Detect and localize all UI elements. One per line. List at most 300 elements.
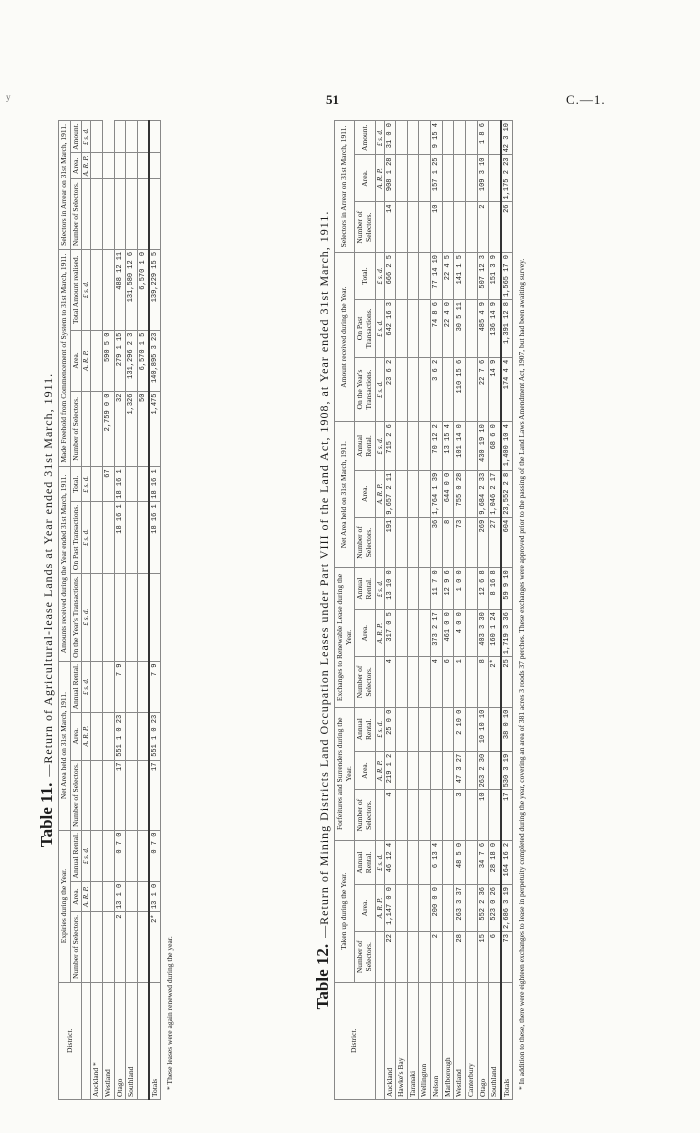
table-cell xyxy=(102,249,114,330)
table-cell: 68 6 0 xyxy=(489,422,501,471)
table-cell xyxy=(114,153,126,179)
unit-acres: A. R. P. xyxy=(375,885,384,932)
table-cell: 110 15 6 xyxy=(454,357,466,421)
table-cell xyxy=(407,707,419,751)
table-cell xyxy=(454,155,466,202)
table-cell xyxy=(465,610,477,657)
unit-money: £ s. d. xyxy=(375,840,384,884)
table-cell: 0 7 0 xyxy=(114,830,126,881)
table-cell: 22 xyxy=(384,932,396,983)
table-cell: 430 19 10 xyxy=(477,422,489,471)
table-cell xyxy=(465,253,477,300)
unit-money: £ s. d. xyxy=(375,568,384,610)
district-name: Canterbury xyxy=(465,982,477,1099)
unit-money: £ s. d. xyxy=(82,502,91,573)
header-amounts: Amounts received during the Year ended 31st March, 1911. xyxy=(59,467,71,661)
table-cell xyxy=(419,253,431,300)
district-name: Auckland * xyxy=(91,982,103,1099)
table-cell xyxy=(465,568,477,610)
table-cell: 22 7 6 xyxy=(477,357,489,421)
table-cell xyxy=(137,661,149,712)
header-expiries: Expiries during the Year. xyxy=(59,830,71,982)
table-cell xyxy=(419,751,431,790)
total-cell: 140,895 3 23 xyxy=(149,330,161,391)
table-cell xyxy=(102,179,114,249)
header-this-year: On the Year's Transactions. xyxy=(70,573,82,661)
table-cell: 157 1 25 xyxy=(431,155,443,202)
table-cell xyxy=(396,155,408,202)
table-cell: 73 xyxy=(454,517,466,568)
table-cell xyxy=(419,790,431,841)
table-12-body xyxy=(384,121,513,1100)
table-cell xyxy=(419,357,431,421)
unit-money: £ s. d. xyxy=(82,249,91,330)
unit-money: £ s. d. xyxy=(82,573,91,661)
table-cell xyxy=(396,790,408,841)
total-cell: 23,552 2 8 xyxy=(501,470,513,517)
district-name: Taranaki xyxy=(407,982,419,1099)
table-cell xyxy=(442,121,454,155)
table-cell: 18 16 1 xyxy=(114,467,126,502)
table-row xyxy=(102,121,114,1100)
table-cell xyxy=(407,155,419,202)
table-cell xyxy=(137,712,149,760)
table-cell xyxy=(489,790,501,841)
table-cell xyxy=(407,751,419,790)
table-cell xyxy=(419,517,431,568)
table-cell xyxy=(465,470,477,517)
table-cell xyxy=(91,179,103,249)
table-cell xyxy=(407,657,419,708)
table-cell: 9,657 2 11 xyxy=(384,470,396,517)
table-cell xyxy=(91,467,103,502)
header-district: District. xyxy=(335,982,376,1099)
table-cell: 136 14 9 xyxy=(489,300,501,358)
header-selectors: Number of Selectors. xyxy=(70,912,82,982)
table-cell xyxy=(102,661,114,712)
table-cell: 552 2 36 xyxy=(477,885,489,932)
table-cell xyxy=(396,932,408,983)
unit-money: £ s. d. xyxy=(375,253,384,300)
table-cell xyxy=(442,155,454,202)
total-cell: 1,475 xyxy=(149,391,161,467)
header-selectors: Number of Selectors. xyxy=(355,517,375,568)
unit-acres: A. R. P. xyxy=(82,330,91,391)
table-cell: 15 xyxy=(477,932,489,983)
table-cell xyxy=(454,121,466,155)
table-cell xyxy=(91,502,103,573)
table-cell: 2 xyxy=(477,202,489,253)
page-number: 51 xyxy=(326,92,339,107)
table-11-label: Table 11. xyxy=(37,782,56,848)
total-cell: 18 16 1 xyxy=(149,502,161,573)
table-cell xyxy=(91,249,103,330)
unit-acres: A. R. P. xyxy=(82,881,91,912)
table-12-label: Table 12. xyxy=(313,943,332,1010)
table-cell xyxy=(396,657,408,708)
table-cell xyxy=(419,422,431,471)
totals-label: Totals xyxy=(149,982,161,1099)
table-cell: 2 xyxy=(431,932,443,983)
header-net-area: Net Area held on 31st March, 1911. xyxy=(335,422,355,568)
header-net-area: Net Area held on 31st March, 1911. xyxy=(59,661,71,830)
table-cell xyxy=(126,712,138,760)
unit-money: £ s. d. xyxy=(82,121,91,153)
table-cell xyxy=(465,300,477,358)
header-past: On Past Transactions. xyxy=(355,300,375,358)
header-amount-received: Amount received during the Year. xyxy=(335,253,355,422)
table-cell: 219 1 2 xyxy=(384,751,396,790)
district-name xyxy=(137,982,149,1099)
table-cell xyxy=(465,202,477,253)
table-cell: 317 0 5 xyxy=(384,610,396,657)
table-cell: 8 16 8 xyxy=(489,568,501,610)
table-12-caption: —Return of Mining Districts Land Occupation Leases under Part VIII of the Land Act, 1908, at Year ended 31st March, 1911. xyxy=(317,210,331,938)
total-cell: 551 1 0 23 xyxy=(149,712,161,760)
unit-acres: A. R. P. xyxy=(82,712,91,760)
table-cell: 109 3 10 xyxy=(477,155,489,202)
table-cell xyxy=(396,422,408,471)
table-cell: 7 9 xyxy=(114,661,126,712)
table-cell xyxy=(91,391,103,467)
total-cell: 1,400 10 4 xyxy=(501,422,513,471)
header-area: Area. xyxy=(355,155,375,202)
total-cell: 73 xyxy=(501,932,513,983)
table-cell xyxy=(396,357,408,421)
district-name: Hawke's Bay xyxy=(396,982,408,1099)
table-cell xyxy=(137,830,149,881)
table-cell xyxy=(419,121,431,155)
table-cell: 25 0 0 xyxy=(384,707,396,751)
header-forfeitures: Forfeitures and Surrenders during the Year. xyxy=(335,707,355,840)
table-cell: 6 13 4 xyxy=(431,840,443,884)
unit-money: £ s. d. xyxy=(375,121,384,155)
total-cell: 1,175 2 23 xyxy=(501,155,513,202)
table-cell: 32 xyxy=(114,391,126,467)
district-name: Southland xyxy=(489,982,501,1099)
table-cell: 13 10 0 xyxy=(384,568,396,610)
table-cell: 151 3 9 xyxy=(489,253,501,300)
district-name: Westland xyxy=(454,982,466,1099)
table-cell xyxy=(126,179,138,249)
table-cell: 12 9 6 xyxy=(442,568,454,610)
table-cell xyxy=(126,912,138,982)
table-cell: 200 0 0 xyxy=(431,885,443,932)
table-cell xyxy=(431,707,443,751)
table-row xyxy=(419,121,431,1100)
table-cell xyxy=(431,790,443,841)
table-cell xyxy=(419,470,431,517)
header-total-realised: Total Amount realised. xyxy=(70,249,82,330)
total-cell xyxy=(149,121,161,153)
header-selectors: Number of Selectors. xyxy=(355,932,375,983)
table-cell: 263 2 30 xyxy=(477,751,489,790)
header-total: Total. xyxy=(70,467,82,502)
table-cell: 590 5 0 xyxy=(102,330,114,391)
table-cell xyxy=(407,300,419,358)
table-cell xyxy=(419,202,431,253)
table-cell: 6 xyxy=(442,657,454,708)
total-cell: 7 9 xyxy=(149,661,161,712)
table-cell: 67 xyxy=(102,467,114,502)
total-cell: 1,719 3 36 xyxy=(501,610,513,657)
table-cell xyxy=(396,610,408,657)
header-area: Area. xyxy=(70,712,82,760)
total-cell: 164 16 2 xyxy=(501,840,513,884)
table-cell xyxy=(396,202,408,253)
unit-acres: A. R. P. xyxy=(375,470,384,517)
unit-money: £ s. d. xyxy=(82,467,91,502)
table-cell xyxy=(407,932,419,983)
table-cell xyxy=(419,707,431,751)
table-cell: 70 12 2 xyxy=(431,422,443,471)
table-row xyxy=(442,121,454,1100)
table-cell: 31 0 0 xyxy=(384,121,396,155)
header-annual-rental: Annual Rental. xyxy=(355,422,375,471)
table-cell xyxy=(465,885,477,932)
table-cell: 6,570 1 0 xyxy=(137,249,149,330)
header-selectors: Number of Selectors. xyxy=(70,760,82,830)
table-cell: 10 xyxy=(477,790,489,841)
table-cell: 131,296 2 3 xyxy=(126,330,138,391)
table-cell: 642 16 3 xyxy=(384,300,396,358)
table-cell: 191 xyxy=(384,517,396,568)
table-cell xyxy=(126,121,138,153)
table-cell xyxy=(137,502,149,573)
table-cell xyxy=(442,932,454,983)
table-cell xyxy=(396,707,408,751)
table-cell: 101 14 0 xyxy=(454,422,466,471)
table-cell xyxy=(91,712,103,760)
total-cell: 18 16 1 xyxy=(149,467,161,502)
table-cell: 17 xyxy=(114,760,126,830)
table-cell xyxy=(396,568,408,610)
table-cell xyxy=(407,357,419,421)
table-row xyxy=(137,121,149,1100)
district-name: Auckland xyxy=(384,982,396,1099)
total-cell xyxy=(149,179,161,249)
table-cell: 523 0 26 xyxy=(489,885,501,932)
header-area: Area. xyxy=(70,881,82,912)
table-cell xyxy=(489,155,501,202)
table-row xyxy=(407,121,419,1100)
table-cell: 12 6 8 xyxy=(477,568,489,610)
table-row xyxy=(126,121,138,1100)
header-area: Area. xyxy=(355,470,375,517)
header-this-year: On the Year's Transactions. xyxy=(355,357,375,421)
total-cell: 42 3 10 xyxy=(501,121,513,155)
table-cell xyxy=(407,885,419,932)
table-row xyxy=(477,121,489,1100)
table-cell xyxy=(442,357,454,421)
table-cell xyxy=(137,121,149,153)
table-cell xyxy=(126,502,138,573)
unit-money: £ s. d. xyxy=(375,357,384,421)
table-cell xyxy=(407,470,419,517)
header-area: Area. xyxy=(355,885,375,932)
table-cell xyxy=(396,840,408,884)
total-cell: 604 xyxy=(501,517,513,568)
stray-mark: y xyxy=(6,92,11,102)
total-cell: 1,565 17 0 xyxy=(501,253,513,300)
table-cell xyxy=(126,760,138,830)
table-cell: 666 2 5 xyxy=(384,253,396,300)
table-cell xyxy=(465,517,477,568)
table-11-body xyxy=(91,121,161,1100)
table-cell: 74 8 6 xyxy=(431,300,443,358)
district-name: Otago xyxy=(477,982,489,1099)
table-cell xyxy=(137,179,149,249)
total-cell xyxy=(149,573,161,661)
table-cell xyxy=(126,830,138,881)
table-cell xyxy=(465,751,477,790)
table-cell xyxy=(137,760,149,830)
table-cell: 1 0 0 xyxy=(454,568,466,610)
district-name: Westland xyxy=(102,982,114,1099)
table-cell: 50 xyxy=(137,391,149,467)
table-cell xyxy=(465,707,477,751)
document-reference: C.—1. xyxy=(566,92,606,107)
total-cell: 25 xyxy=(501,657,513,708)
table-cell: 485 4 9 xyxy=(477,300,489,358)
table-cell: 1 8 6 xyxy=(477,121,489,155)
header-exchanges: Exchanges to Renewable Lease during the Year. xyxy=(335,568,355,707)
table-cell: 4 xyxy=(384,657,396,708)
table-cell: 48 5 0 xyxy=(454,840,466,884)
units-row xyxy=(82,121,91,1100)
table-cell xyxy=(91,760,103,830)
table-cell: 18 16 1 xyxy=(114,502,126,573)
table-cell xyxy=(407,568,419,610)
table-cell xyxy=(114,121,126,153)
header-annual-rental: Annual Rental. xyxy=(70,661,82,712)
table-row xyxy=(431,121,443,1100)
table-cell: 14 xyxy=(384,202,396,253)
table-cell xyxy=(489,121,501,155)
total-cell: 2,686 3 19 xyxy=(501,885,513,932)
table-cell xyxy=(465,657,477,708)
table-cell xyxy=(407,202,419,253)
table-cell: 507 12 3 xyxy=(477,253,489,300)
table-cell xyxy=(489,707,501,751)
table-cell xyxy=(114,179,126,249)
table-cell: 14 9 xyxy=(489,357,501,421)
table-12 xyxy=(334,120,513,1100)
table-cell: 2 10 0 xyxy=(454,707,466,751)
table-cell: 8 xyxy=(442,517,454,568)
unit-money: £ s. d. xyxy=(375,707,384,751)
total-cell: 139,229 15 5 xyxy=(149,249,161,330)
table-cell: 1,046 2 17 xyxy=(489,470,501,517)
unit-acres: A. R. P. xyxy=(375,751,384,790)
table-cell xyxy=(442,707,454,751)
header-amount: Amount. xyxy=(355,121,375,155)
table-row xyxy=(114,121,126,1100)
table-cell xyxy=(137,912,149,982)
table-cell: 755 0 28 xyxy=(454,470,466,517)
total-cell: 26 xyxy=(501,202,513,253)
table-cell: 3 xyxy=(454,790,466,841)
table-cell: 6,570 1 5 xyxy=(137,330,149,391)
table-cell xyxy=(137,573,149,661)
table-cell xyxy=(137,881,149,912)
header-freehold: Made Freehold from Commencement of System to 31st March, 1911. xyxy=(59,249,71,466)
table-cell xyxy=(442,790,454,841)
table-cell xyxy=(91,153,103,179)
header-selectors: Number of Selectors. xyxy=(70,179,82,249)
table-cell xyxy=(102,573,114,661)
table-row xyxy=(384,121,396,1100)
table-cell: 6 xyxy=(489,932,501,983)
table-row xyxy=(91,121,103,1100)
table-cell xyxy=(407,790,419,841)
header-selectors: Number of Selectors. xyxy=(355,790,375,841)
unit-acres: A. R. P. xyxy=(375,610,384,657)
table-cell xyxy=(396,300,408,358)
table-cell: 4 xyxy=(384,790,396,841)
header-annual-rental: Annual Rental. xyxy=(355,568,375,610)
table-cell: 1 xyxy=(454,657,466,708)
header-past: On Past Transactions. xyxy=(70,502,82,573)
header-annual-rental: Annual Rental. xyxy=(70,830,82,881)
table-12-block xyxy=(312,120,657,1100)
table-cell: 30 5 11 xyxy=(454,300,466,358)
table-cell: 47 3 27 xyxy=(454,751,466,790)
table-cell xyxy=(419,568,431,610)
table-cell xyxy=(465,790,477,841)
total-cell: 17 xyxy=(149,760,161,830)
table-cell xyxy=(465,357,477,421)
table-cell xyxy=(396,253,408,300)
table-cell xyxy=(91,830,103,881)
table-cell xyxy=(442,202,454,253)
table-cell: 3 6 2 xyxy=(431,357,443,421)
table-cell xyxy=(442,885,454,932)
table-cell: 373 2 17 xyxy=(431,610,443,657)
table-cell xyxy=(407,840,419,884)
table-cell xyxy=(396,751,408,790)
table-cell xyxy=(396,121,408,155)
table-cell: 23 6 2 xyxy=(384,357,396,421)
table-cell: 269 xyxy=(477,517,489,568)
table-cell xyxy=(102,153,114,179)
table-cell: 1,326 xyxy=(126,391,138,467)
table-cell xyxy=(126,661,138,712)
header-total: Total. xyxy=(355,253,375,300)
header-arrear: Selectors in Arrear on 31st March, 1911. xyxy=(59,121,71,250)
table-12-footnote: * In addition to these, there were eighteen exchanges to lease in perpetuity completed during the year, covering an area of 381 acres 3 roods 37 perches. These exchanges were approved prior to the passing of the Land Laws Amendment Act, 1907, but had been awaiting survey. xyxy=(517,258,527,1090)
table-cell xyxy=(91,330,103,391)
table-cell: 2,759 0 0 xyxy=(102,391,114,467)
table-row xyxy=(465,121,477,1100)
table-cell xyxy=(137,153,149,179)
table-cell xyxy=(407,121,419,155)
table-cell xyxy=(126,153,138,179)
table-cell xyxy=(91,121,103,153)
table-cell xyxy=(396,470,408,517)
table-cell xyxy=(407,422,419,471)
header-arrear: Selectors in Arrear on 31st March, 1911. xyxy=(335,121,355,253)
table-cell: 141 1 5 xyxy=(454,253,466,300)
header-district: District. xyxy=(59,982,82,1099)
table-cell xyxy=(91,661,103,712)
table-row xyxy=(396,121,408,1100)
table-cell xyxy=(396,517,408,568)
table-cell: 46 12 4 xyxy=(384,840,396,884)
table-cell xyxy=(114,573,126,661)
table-cell xyxy=(431,751,443,790)
table-cell xyxy=(102,760,114,830)
